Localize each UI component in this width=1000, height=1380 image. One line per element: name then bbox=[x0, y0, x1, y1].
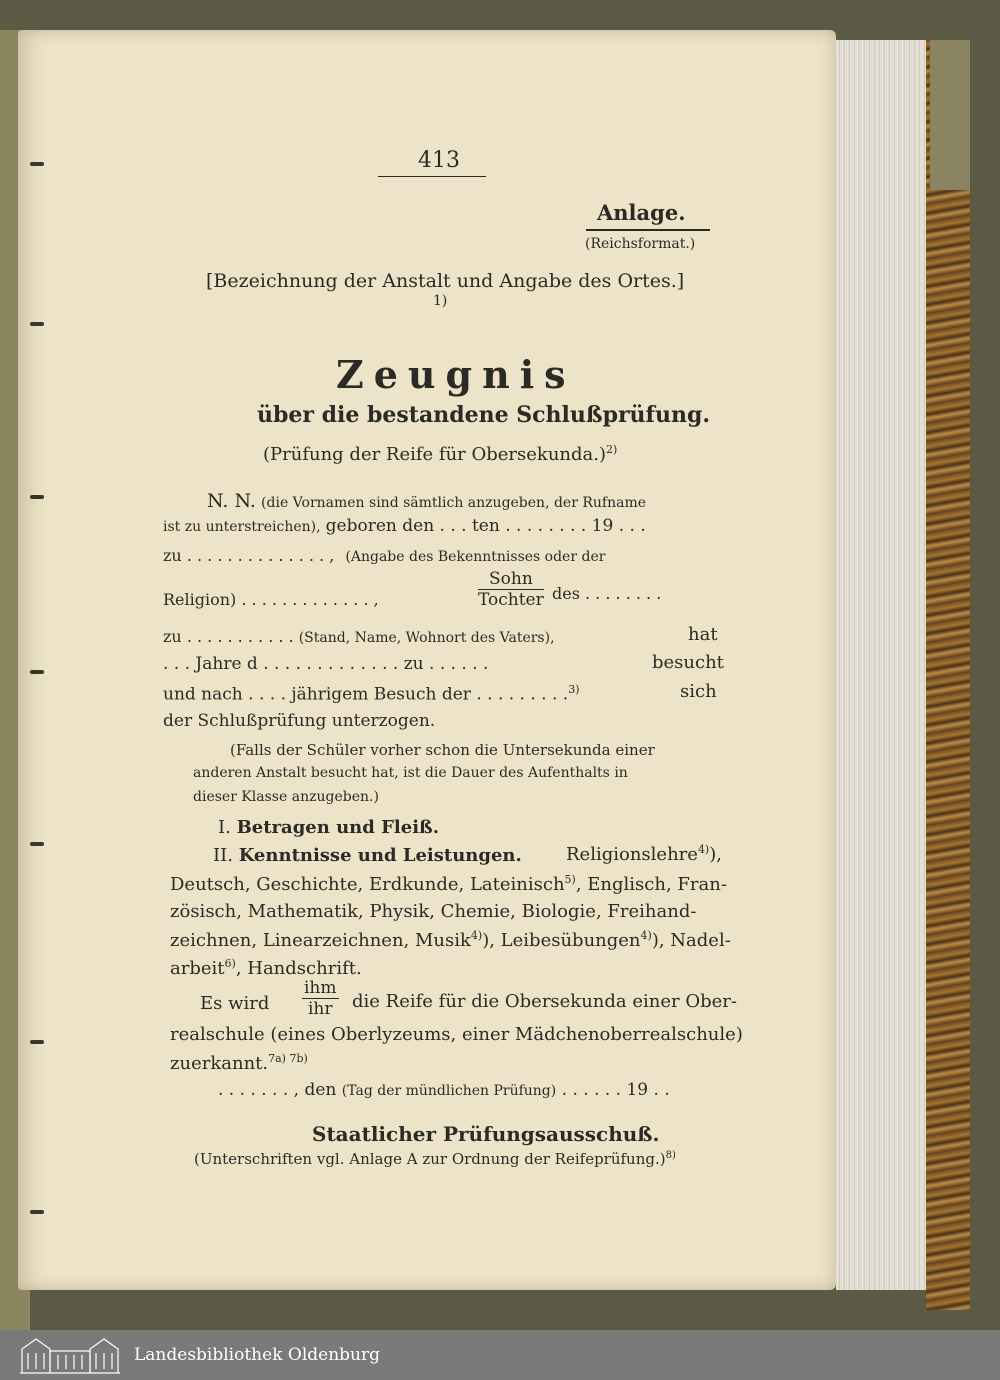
body-line: hat bbox=[688, 624, 718, 645]
page-number: 413 bbox=[418, 148, 460, 173]
anlage-heading: Anlage. bbox=[597, 200, 686, 225]
exam-subtitle: (Prüfung der Reife für Obersekunda.)$^{2)}$ bbox=[263, 443, 618, 465]
anlage-rule bbox=[586, 229, 710, 231]
note-line: dieser Klasse anzugeben.) bbox=[193, 789, 379, 805]
binding-stitch bbox=[30, 495, 44, 499]
format-note: (Reichsformat.) bbox=[585, 236, 696, 252]
body-line: zu . . . . . . . . . . . (Stand, Name, Wohnort des Vaters), bbox=[163, 627, 555, 646]
body-line: Religionslehre$^{4)}$), bbox=[566, 843, 722, 865]
committee-heading: Staatlicher Prüfungsausschuß. bbox=[312, 1122, 660, 1146]
marbled-board bbox=[926, 40, 970, 1310]
body-line: Religion) . . . . . . . . . . . . . , bbox=[163, 590, 379, 609]
body-line: sich bbox=[680, 681, 717, 702]
date-line: . . . . . . . , den (Tag der mündlichen Prüfung) . . . . . . 19 . . bbox=[218, 1080, 670, 1100]
him-her-fraction: ihm ihr bbox=[304, 978, 337, 1019]
institution-line: [Bezeichnung der Anstalt und Angabe des Ortes.] bbox=[206, 270, 685, 292]
body-line: . . . Jahre d . . . . . . . . . . . . . zu . . . . . . bbox=[163, 654, 489, 674]
note-line: (Falls der Schüler vorher schon die Untersekunda einer bbox=[230, 741, 655, 759]
body-line: und nach . . . . jährigem Besuch der . . . . . . . . .$^{3)}$ bbox=[163, 683, 580, 705]
binding-stitch bbox=[30, 162, 44, 166]
body-line: N. N. (die Vornamen sind sämtlich anzugeben, der Rufname bbox=[207, 490, 647, 512]
body-line: Es wird bbox=[200, 993, 270, 1014]
binding-stitch bbox=[30, 670, 44, 674]
body-line: zu . . . . . . . . . . . . . . , (Angabe des Bekenntnisses oder der bbox=[163, 546, 606, 565]
body-line: besucht bbox=[652, 652, 724, 673]
son-daughter-fraction: Sohn Tochter bbox=[478, 569, 544, 610]
section-1: I. Betragen und Fleiß. bbox=[218, 817, 439, 838]
footnote-marker: 1) bbox=[433, 293, 448, 309]
signatures-note: (Unterschriften vgl. Anlage A zur Ordnung der Reifeprüfung.)$^{8)}$ bbox=[194, 1150, 676, 1168]
body-line: der Schlußprüfung unterzogen. bbox=[163, 711, 436, 731]
footer-bar bbox=[0, 1330, 1000, 1380]
document-subtitle: über die bestandene Schlußprüfung. bbox=[257, 402, 711, 428]
body-line: zuerkannt.$^{7a) 7b)}$ bbox=[170, 1052, 308, 1074]
body-line: ist zu unterstreichen), geboren den . . . ten . . . . . . . . 19 . . . bbox=[163, 516, 646, 536]
subjects-line: zösisch, Mathematik, Physik, Chemie, Biologie, Freihand- bbox=[170, 901, 697, 922]
library-name: Landesbibliothek Oldenburg bbox=[134, 1345, 381, 1365]
library-building-icon bbox=[18, 1335, 122, 1375]
body-line: des . . . . . . . . bbox=[552, 584, 662, 603]
subjects-line: Deutsch, Geschichte, Erdkunde, Lateinisch$^{5)}$, Englisch, Fran- bbox=[170, 873, 727, 895]
binding-stitch bbox=[30, 1040, 44, 1044]
note-line: anderen Anstalt besucht hat, ist die Dauer des Aufenthalts in bbox=[193, 765, 628, 781]
footnote-marker: 2) bbox=[606, 443, 618, 456]
board-cloth bbox=[930, 40, 970, 190]
body-line: die Reife für die Obersekunda einer Ober- bbox=[352, 991, 737, 1012]
binding-stitch bbox=[30, 842, 44, 846]
subjects-line: arbeit$^{6)}$, Handschrift. bbox=[170, 957, 362, 979]
subjects-line: zeichnen, Linearzeichnen, Musik$^{4)}$), Leibesübungen$^{4)}$), Nadel- bbox=[170, 929, 731, 951]
page-number-rule bbox=[378, 176, 486, 177]
binding-stitch bbox=[30, 322, 44, 326]
body-line: realschule (eines Oberlyzeums, einer Mädchenoberrealschule) bbox=[170, 1024, 743, 1045]
page-edges bbox=[836, 40, 926, 1290]
section-2: II. Kenntnisse und Leistungen. bbox=[213, 845, 522, 866]
binding-stitch bbox=[30, 1210, 44, 1214]
document-title: Zeugnis bbox=[336, 352, 576, 397]
